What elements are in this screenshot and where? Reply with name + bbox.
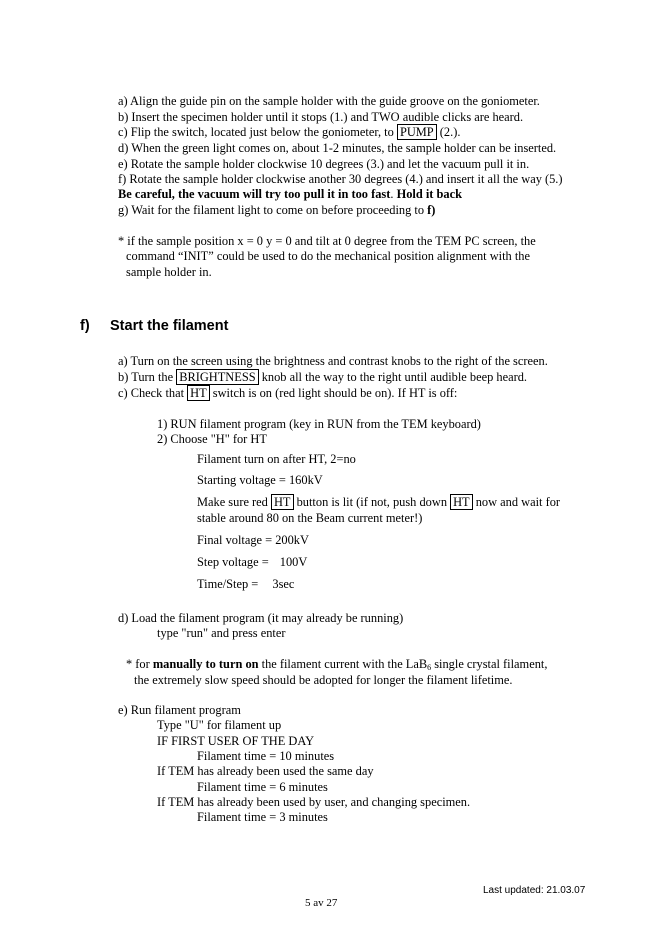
param-ht-check-text: Make sure red <box>197 495 271 509</box>
lab6-note-line-1 <box>126 657 547 672</box>
param-time-step-value: 3sec <box>272 577 295 591</box>
last-updated: Last updated: 21.03.07 <box>483 885 586 896</box>
step-f-c-end: switch is on (red light should be on). If HT is off: <box>209 386 458 400</box>
step-e-c-end: (2.). <box>436 125 461 139</box>
section-title: Start the filament <box>110 318 229 334</box>
step-e-c-text: c) Flip the switch, located just below the goniometer, to <box>118 125 397 139</box>
lab6-note-mid: the filament current with the LaB <box>258 657 428 671</box>
page-number: 5 av 27 <box>305 897 338 909</box>
param-ht-check <box>197 495 560 510</box>
step-f-e-2: IF FIRST USER OF THE DAY <box>157 734 315 748</box>
brightness-label-box: BRIGHTNESS <box>176 369 258 385</box>
lab6-subscript: 6 <box>427 663 432 672</box>
ht-label-box: HT <box>450 494 473 510</box>
step-e-a: a) Align the guide pin on the sample holder with the guide groove on the goniometer. <box>118 94 540 108</box>
param-ht-check-end: now and wait for <box>472 495 561 509</box>
param-step-voltage-value: 100V <box>279 555 308 569</box>
step-f-c-text: c) Check that <box>118 386 188 400</box>
pump-label-box: PUMP <box>397 124 437 140</box>
step-e-e: e) Rotate the sample holder clockwise 10 degrees (3.) and let the vacuum pull it in. <box>118 157 530 171</box>
param-final-voltage: Final voltage = 200kV <box>197 533 309 547</box>
param-filament-turn-on: Filament turn on after HT, 2=no <box>197 452 356 466</box>
param-starting-voltage: Starting voltage = 160kV <box>197 473 323 487</box>
step-f-b-end: knob all the way to the right until audible beep heard. <box>258 370 527 384</box>
step-f-b-text: b) Turn the <box>118 370 177 384</box>
step-e-g-text: g) Wait for the filament light to come on before proceeding to <box>118 203 428 217</box>
step-f-e-6: If TEM has already been used by user, and changing specimen. <box>157 795 471 809</box>
section-number: f) <box>80 318 90 334</box>
step-f-b <box>118 370 527 385</box>
param-time-step-label: Time/Step = <box>197 577 262 591</box>
lab6-note-line-2: the extremely slow speed should be adopted for longer the filament lifetime. <box>134 673 513 687</box>
step-f-e-4: If TEM has already been used the same day <box>157 764 374 778</box>
step-f-e-3: Filament time = 10 minutes <box>197 749 335 763</box>
step-f-c <box>118 386 457 401</box>
substep-1: 1) RUN filament program (key in RUN from the TEM keyboard) <box>157 417 481 431</box>
step-e-c <box>118 125 460 140</box>
param-ht-check-line-2: stable around 80 on the Beam current meter!) <box>197 511 423 525</box>
step-f-d-sub: type "run" and press enter <box>157 626 286 640</box>
init-note-line-2: command “INIT” could be used to do the mechanical position alignment with the <box>126 249 530 263</box>
step-f-e: e) Run filament program <box>118 703 241 717</box>
ht-label-box: HT <box>271 494 294 510</box>
step-e-g <box>118 203 435 218</box>
warning-separator: . <box>390 187 397 201</box>
lab6-note-bold: manually to turn on <box>152 657 259 671</box>
ht-label-box: HT <box>187 385 210 401</box>
warning-line <box>118 187 462 202</box>
param-step-voltage <box>197 555 307 570</box>
step-f-a: a) Turn on the screen using the brightness and contrast knobs to the right of the screen. <box>118 354 548 368</box>
param-step-voltage-label: Step voltage = <box>197 555 272 569</box>
param-ht-check-mid: button is lit (if not, push down <box>293 495 451 509</box>
substep-2: 2) Choose "H" for HT <box>157 432 267 446</box>
lab6-note-end: single crystal filament, <box>431 657 548 671</box>
step-e-f: f) Rotate the sample holder clockwise another 30 degrees (4.) and insert it all the way (5.) <box>118 172 563 186</box>
init-note-line-1: * if the sample position x = 0 y = 0 and tilt at 0 degree from the TEM PC screen, the <box>118 234 536 248</box>
step-f-e-1: Type "U" for filament up <box>157 718 282 732</box>
warning-hold: Hold it back <box>396 187 462 201</box>
warning-text: Be careful, the vacuum will try too pull it in too fast <box>118 187 391 201</box>
step-e-g-ref: f) <box>427 203 436 217</box>
init-note-line-3: sample holder in. <box>126 265 212 279</box>
lab6-note-text: * for <box>126 657 153 671</box>
step-e-b: b) Insert the specimen holder until it stops (1.) and TWO audible clicks are heard. <box>118 110 524 124</box>
param-time-step <box>197 577 294 592</box>
step-f-e-7: Filament time = 3 minutes <box>197 810 328 824</box>
step-e-d: d) When the green light comes on, about 1-2 minutes, the sample holder can be inserted. <box>118 141 557 155</box>
step-f-e-5: Filament time = 6 minutes <box>197 780 328 794</box>
step-f-d: d) Load the filament program (it may already be running) <box>118 611 404 625</box>
